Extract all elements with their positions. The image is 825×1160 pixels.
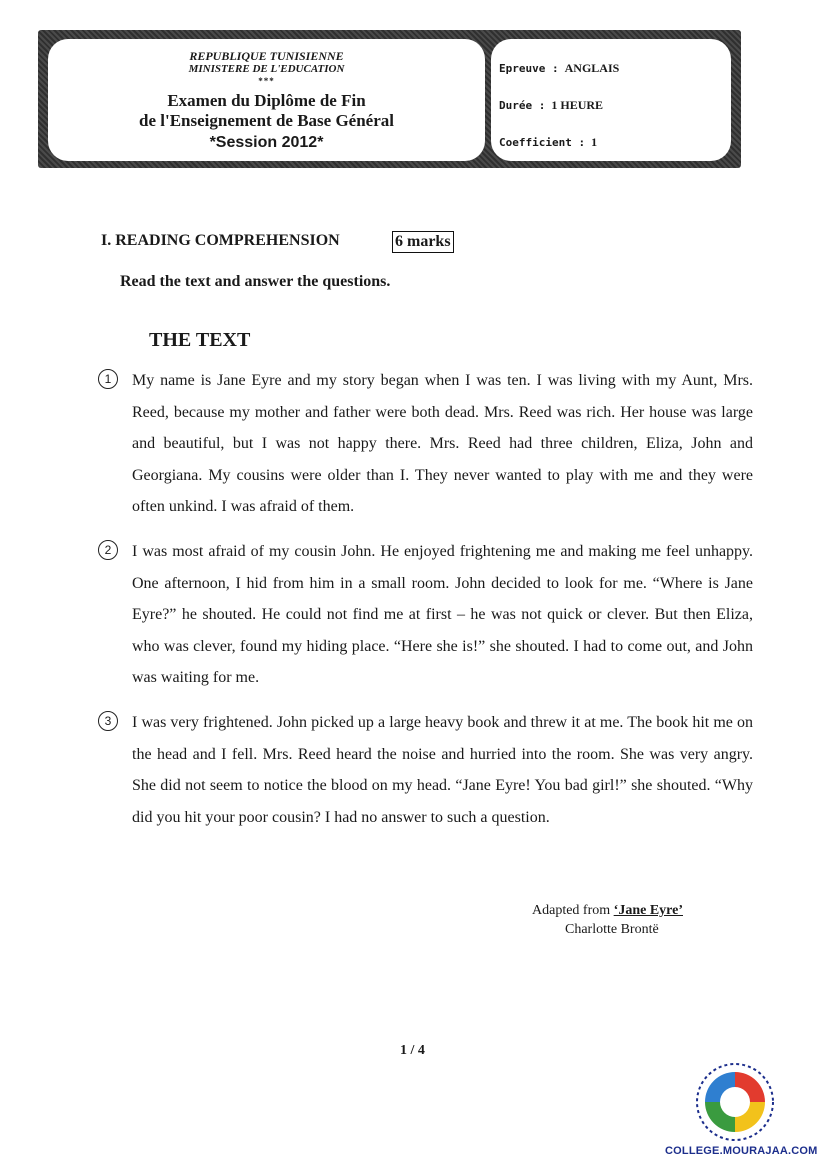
marks-badge: 6 marks: [392, 231, 454, 253]
site-logo-icon: [680, 1050, 790, 1150]
paragraph-3: [98, 707, 753, 833]
epreuve-value: ANGLAIS: [564, 61, 620, 75]
coefficient-label: Coefficient :: [499, 136, 586, 149]
author-name: Charlotte Brontë: [565, 922, 659, 937]
session-label: *Session 2012*: [209, 134, 324, 151]
republic-label: REPUBLIQUE TUNISIENNE: [189, 49, 344, 63]
ministry-label: MINISTERE DE L'EDUCATION: [188, 63, 345, 75]
paragraph-number: 3: [98, 711, 118, 731]
epreuve-row: [499, 61, 619, 76]
paragraph-number: 1: [98, 369, 118, 389]
paragraph-2: [98, 536, 753, 694]
paragraph-body: I was very frightened. John picked up a large heavy book and threw it at me. The book hit me on the head and I fell. Mrs. Reed heard the noise and hurried into the room. She was very angry. She did not seem to notice the blood on my head. “Jane Eyre! You bad girl!” she shouted. “Why did you hit your poor cousin? I had no answer to such a question.: [132, 714, 753, 826]
coefficient-row: [499, 135, 597, 150]
paragraph-body: I was most afraid of my cousin John. He enjoyed frightening me and making me feel unhappy. One afternoon, I hid from him in a small room. John decided to look for me. “Where is Jane Eyre?” he shouted. He could not find me at first – he was not quick or clever. But then Eliza, who was clever, found my hiding place. “Here she is!” she shouted. I had to come out, and John was waiting for me.: [132, 543, 753, 686]
exam-header: [38, 30, 741, 168]
duree-row: [499, 98, 603, 113]
paragraph-1: [98, 365, 753, 523]
site-url: COLLEGE.MOURAJAA.COM: [665, 1145, 818, 1157]
page-number: 1 / 4: [400, 1043, 425, 1058]
adapted-label: Adapted from: [532, 903, 611, 918]
exam-title-line2: de l'Enseignement de Base Général: [139, 111, 394, 130]
text-title: THE TEXT: [149, 329, 251, 351]
coefficient-value: 1: [591, 135, 598, 149]
epreuve-label: Epreuve :: [499, 62, 559, 75]
section-title: I. READING COMPREHENSION: [101, 232, 340, 249]
duree-value: 1 HEURE: [551, 98, 604, 112]
exam-title-panel: [48, 39, 485, 161]
header-stars: ***: [258, 76, 275, 86]
source-line: [532, 903, 683, 919]
instruction-text: Read the text and answer the questions.: [120, 273, 391, 290]
paragraph-number: 2: [98, 540, 118, 560]
duree-label: Durée :: [499, 99, 546, 112]
exam-title-line1: Examen du Diplôme de Fin: [167, 91, 366, 110]
exam-info-panel: [491, 39, 731, 161]
paragraph-body: My name is Jane Eyre and my story began when I was ten. I was living with my Aunt, Mrs. Reed, because my mother and father were both dead. Mrs. Reed was rich. Her house was large and beautiful, but I was not happy there. Mrs. Reed had three children, Eliza, John and Georgiana. My cousins were older than I. They never wanted to play with me and they were often unkind. I was afraid of them.: [132, 372, 753, 515]
book-title: ‘Jane Eyre’: [613, 903, 683, 918]
